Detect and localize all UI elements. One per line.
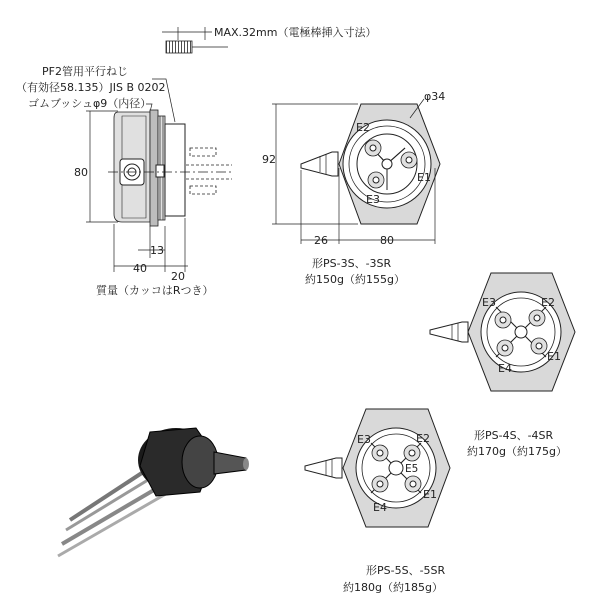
ps4-label-e3: E3 — [482, 296, 496, 309]
ps3-front-view — [262, 90, 445, 286]
ps5-model: 形PS-5S、-5SR — [366, 564, 446, 577]
ps5-label-e2: E2 — [416, 432, 430, 445]
bushing-label: ゴムブッシュφ9（内径） — [28, 97, 152, 110]
ps4-front-view — [430, 273, 575, 458]
thread-label-2: （有効径58.135）JIS B 0202 — [16, 81, 166, 94]
ps4-label-e1: E1 — [547, 350, 561, 363]
ps5-label-e5: E5 — [405, 463, 419, 475]
ps3-cable-nozzle — [301, 152, 338, 176]
ps3-dim-phi: φ34 — [424, 90, 446, 103]
ps4-label-e2: E2 — [541, 296, 555, 309]
ps3-dim-26: 26 — [314, 234, 328, 247]
holder-nozzle — [214, 452, 246, 474]
thread-label-1: PF2管用平行ねじ — [42, 65, 128, 78]
ps3-label-e3: E3 — [366, 193, 380, 206]
side-weight-note: 質量（カッコはRつき） — [96, 284, 214, 297]
ps3-label-e2: E2 — [356, 121, 370, 134]
max-length-note: MAX.32mm（電極棒挿入寸法） — [214, 26, 377, 39]
side-dim-20: 20 — [171, 270, 185, 283]
ps5-label-e3: E3 — [357, 433, 371, 446]
ps5-label-e1: E1 — [423, 488, 437, 501]
cable-clamp — [156, 165, 164, 177]
ps4-model: 形PS-4S、-4SR — [474, 429, 554, 442]
side-height-dim: 80 — [74, 166, 88, 179]
ps4-weight: 約170g（約175g） — [467, 445, 567, 458]
ps5-label-e4: E4 — [373, 501, 387, 514]
ps3-label-e1: E1 — [417, 171, 431, 184]
product-illustration — [58, 428, 249, 556]
ps4-cable-nozzle — [430, 322, 468, 342]
ps5-weight: 約180g（約185g） — [343, 581, 443, 594]
holder-thread — [182, 436, 218, 488]
ps3-dim-80: 80 — [380, 234, 394, 247]
ps5-front-view — [305, 409, 450, 594]
electrode-rod-knurl — [166, 41, 192, 53]
rod-dashed-1 — [190, 148, 216, 156]
rod-dashed-4 — [190, 186, 216, 194]
side-dim-40: 40 — [133, 262, 147, 275]
ps3-weight: 約150g（約155g） — [305, 273, 405, 286]
ps4-label-e4: E4 — [498, 362, 512, 375]
insert-section — [165, 124, 185, 216]
ps5-cable-nozzle — [305, 458, 342, 478]
ps3-model: 形PS-3S、-3SR — [312, 257, 392, 270]
side-dim-13: 13 — [150, 244, 164, 257]
ps3-dim-height: 92 — [262, 153, 276, 166]
